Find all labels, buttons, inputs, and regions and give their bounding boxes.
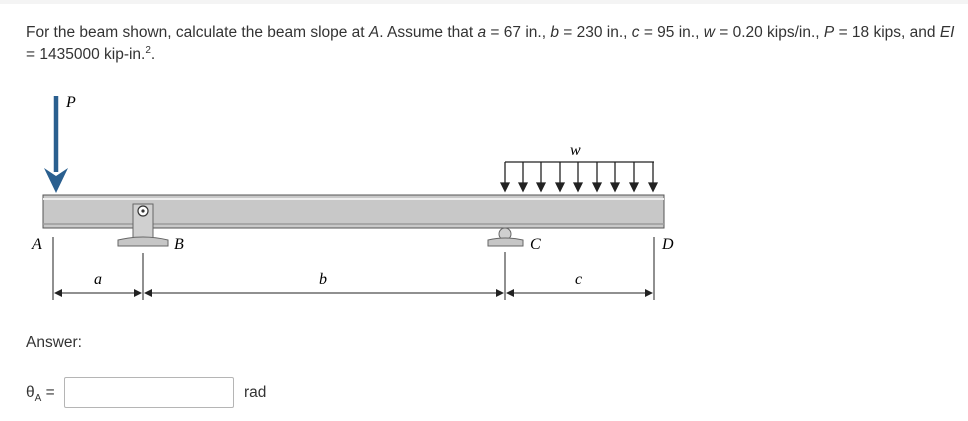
value-w: = 0.20 kips/in.,: [714, 24, 824, 41]
problem-text-end: .: [150, 46, 156, 63]
answer-heading: Answer:: [26, 334, 82, 351]
value-a: = 67 in.,: [486, 24, 551, 41]
value-c: = 95 in.,: [639, 24, 704, 41]
var-b: b: [550, 24, 559, 41]
distributed-load-arrows: [501, 162, 657, 191]
var-ei: EI: [939, 24, 955, 41]
load-label-w: w: [570, 142, 581, 159]
point-load-arrow: [44, 96, 68, 193]
load-label-p: P: [66, 94, 76, 111]
problem-point-a: A: [368, 24, 380, 41]
answer-input[interactable]: [64, 377, 234, 408]
unit-label: rad: [244, 384, 267, 401]
var-c: c: [631, 24, 640, 41]
point-label-a: A: [32, 236, 42, 253]
problem-text-intro: For the beam shown, calculate the beam slope at: [26, 24, 369, 41]
roller-support-c: [488, 228, 523, 246]
theta-a-label: [26, 384, 55, 404]
problem-text-assume: . Assume that: [379, 24, 478, 41]
value-ei: = 1435000 kip-in.: [26, 46, 146, 63]
dimension-label-a: a: [94, 271, 102, 288]
dimension-label-b: b: [319, 271, 327, 288]
theta-subscript: A: [34, 393, 42, 405]
point-label-c: C: [530, 236, 541, 253]
var-a: a: [477, 24, 487, 41]
var-w: w: [703, 24, 715, 41]
value-ei-exponent: 2: [145, 44, 151, 56]
dimension-label-c: c: [575, 271, 583, 288]
theta-symbol: θ: [26, 384, 35, 401]
var-p: P: [823, 24, 835, 41]
point-label-b: B: [174, 236, 184, 253]
equals-sign: =: [41, 384, 55, 401]
value-b: = 230 in.,: [558, 24, 632, 41]
value-p: = 18 kips, and: [834, 24, 940, 41]
point-label-d: D: [662, 236, 674, 253]
